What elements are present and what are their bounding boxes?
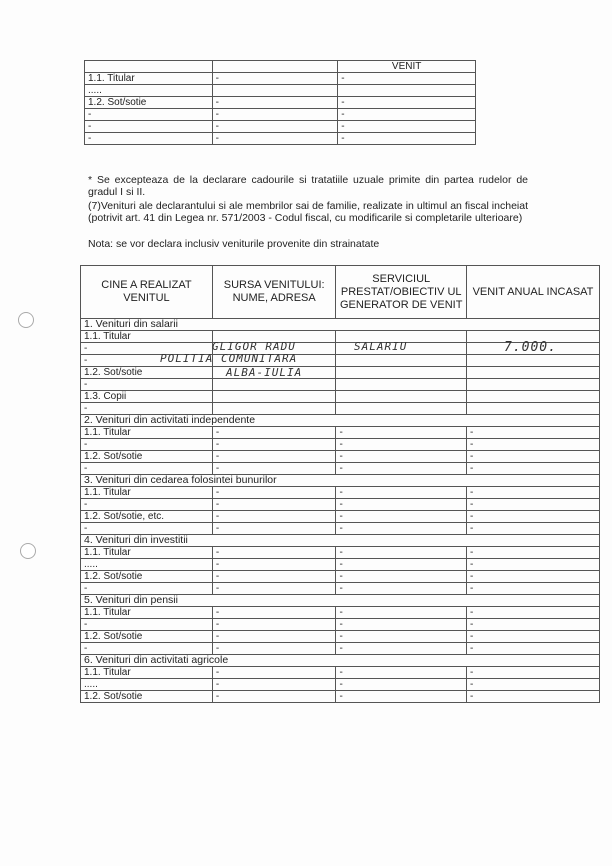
row-titular: 1.1. Titular xyxy=(85,73,213,85)
row-label: 1.2. Sot/sotie, etc. xyxy=(81,511,213,523)
table-row: 1.2. Sot/sotie - - - xyxy=(81,451,600,463)
handwritten-service: SALARIU xyxy=(354,340,408,353)
table-row: 1.1. Titular - - - xyxy=(81,427,600,439)
header-amount: VENIT ANUAL INCASAT xyxy=(466,266,599,319)
row-dots: ..... xyxy=(85,85,213,97)
section-title: 5. Venituri din pensii xyxy=(81,595,600,607)
table-row: - - - - xyxy=(81,523,600,535)
row-label: - xyxy=(81,523,213,535)
row-label: 1.1. Titular xyxy=(81,331,213,343)
row-dash: - xyxy=(85,109,213,121)
table-row: - - - - xyxy=(81,463,600,475)
handwritten-amount: 7.000. xyxy=(504,340,557,355)
section-title: 3. Venituri din cedarea folosintei bunurilor xyxy=(81,475,600,487)
table-row: - - - - xyxy=(81,619,600,631)
row-label: - xyxy=(81,355,213,367)
table-row xyxy=(81,355,600,367)
table-row: 1.2. Sot/sotie - - - xyxy=(81,691,600,703)
section-title: 4. Venituri din investitii xyxy=(81,535,600,547)
row-label: 1.1. Titular xyxy=(81,427,213,439)
header-source: SURSA VENITULUI: NUME, ADRESA xyxy=(212,266,336,319)
income-table xyxy=(80,265,600,703)
table-row: 1.1. Titular - - - xyxy=(81,607,600,619)
row-label: - xyxy=(81,463,213,475)
table-row: 1.1. Titular - - - xyxy=(81,487,600,499)
table-row: 1.1. Titular - - - xyxy=(81,667,600,679)
row-label: 1.2. Sot/sotie xyxy=(81,691,213,703)
row-label: - xyxy=(81,583,213,595)
row-label: - xyxy=(81,379,213,391)
table-row xyxy=(81,379,600,391)
table-row: ..... - - - xyxy=(81,559,600,571)
row-label: 1.3. Copii xyxy=(81,391,213,403)
section-title: 1. Venituri din salarii xyxy=(81,319,600,331)
table-row: 1.1. Titular - - - xyxy=(81,547,600,559)
top-table: VENIT 1.1. Titular - - ..... 1.2. Sot/sotie - - - - - - - - - - - xyxy=(84,60,476,145)
handwritten-city: ALBA-IULIA xyxy=(226,366,303,379)
table-row: 1.2. Sot/sotie - - - xyxy=(81,631,600,643)
row-label: - xyxy=(81,439,213,451)
note-abroad: Nota: se vor declara inclusiv veniturile provenite din strainatate xyxy=(88,238,380,250)
table-row xyxy=(81,367,600,379)
row-label: 1.1. Titular xyxy=(81,607,213,619)
venit-header: VENIT xyxy=(338,61,476,73)
punch-hole-top xyxy=(18,312,34,328)
row-label: 1.1. Titular xyxy=(81,487,213,499)
row-label: - xyxy=(81,343,213,355)
row-label: 1.2. Sot/sotie xyxy=(81,367,213,379)
table-row: 1.2. Sot/sotie, etc. - - - xyxy=(81,511,600,523)
section-title: 2. Venituri din activitati independente xyxy=(81,415,600,427)
row-label: ..... xyxy=(81,679,213,691)
row-label: - xyxy=(81,499,213,511)
row-sot: 1.2. Sot/sotie xyxy=(85,97,213,109)
row-label: 1.2. Sot/sotie xyxy=(81,571,213,583)
handwritten-employer: POLITIA COMUNITARA xyxy=(160,352,298,365)
table-row: - - - - xyxy=(81,583,600,595)
header-who: CINE A REALIZAT VENITUL xyxy=(81,266,213,319)
punch-hole-bottom xyxy=(20,543,36,559)
table-row: - - - - xyxy=(81,643,600,655)
table-row: - - - - xyxy=(81,499,600,511)
note-gifts: * Se excepteaza de la declarare cadourile si tratatiile uzuale primite din partea rudelor de gradul I si II. xyxy=(88,174,528,198)
table-row xyxy=(81,391,600,403)
table-row: 1.2. Sot/sotie - - - xyxy=(81,571,600,583)
table-row: - - - - xyxy=(81,439,600,451)
row-label: ..... xyxy=(81,559,213,571)
row-dash: - xyxy=(85,121,213,133)
row-dash: - xyxy=(85,133,213,145)
handwritten-name: GLIGOR RADU xyxy=(212,340,296,353)
row-label: 1.1. Titular xyxy=(81,667,213,679)
header-service: SERVICIUL PRESTAT/OBIECTIV UL GENERATOR DE VENIT xyxy=(336,266,467,319)
row-label: 1.1. Titular xyxy=(81,547,213,559)
table-row: ..... - - - xyxy=(81,679,600,691)
row-label: - xyxy=(81,643,213,655)
section-title: 6. Venituri din activitati agricole xyxy=(81,655,600,667)
table-row xyxy=(81,403,600,415)
row-label: 1.2. Sot/sotie xyxy=(81,451,213,463)
row-label: 1.2. Sot/sotie xyxy=(81,631,213,643)
row-label: - xyxy=(81,619,213,631)
row-label: - xyxy=(81,403,213,415)
note-income: (7)Venituri ale declarantului si ale membrilor sai de familie, realizate in ultimul an fiscal incheiat (potrivit art. 41 din Legea nr. 571/2003 - Codul fiscal, cu modificarile si completarile ulterioare) xyxy=(88,200,528,224)
